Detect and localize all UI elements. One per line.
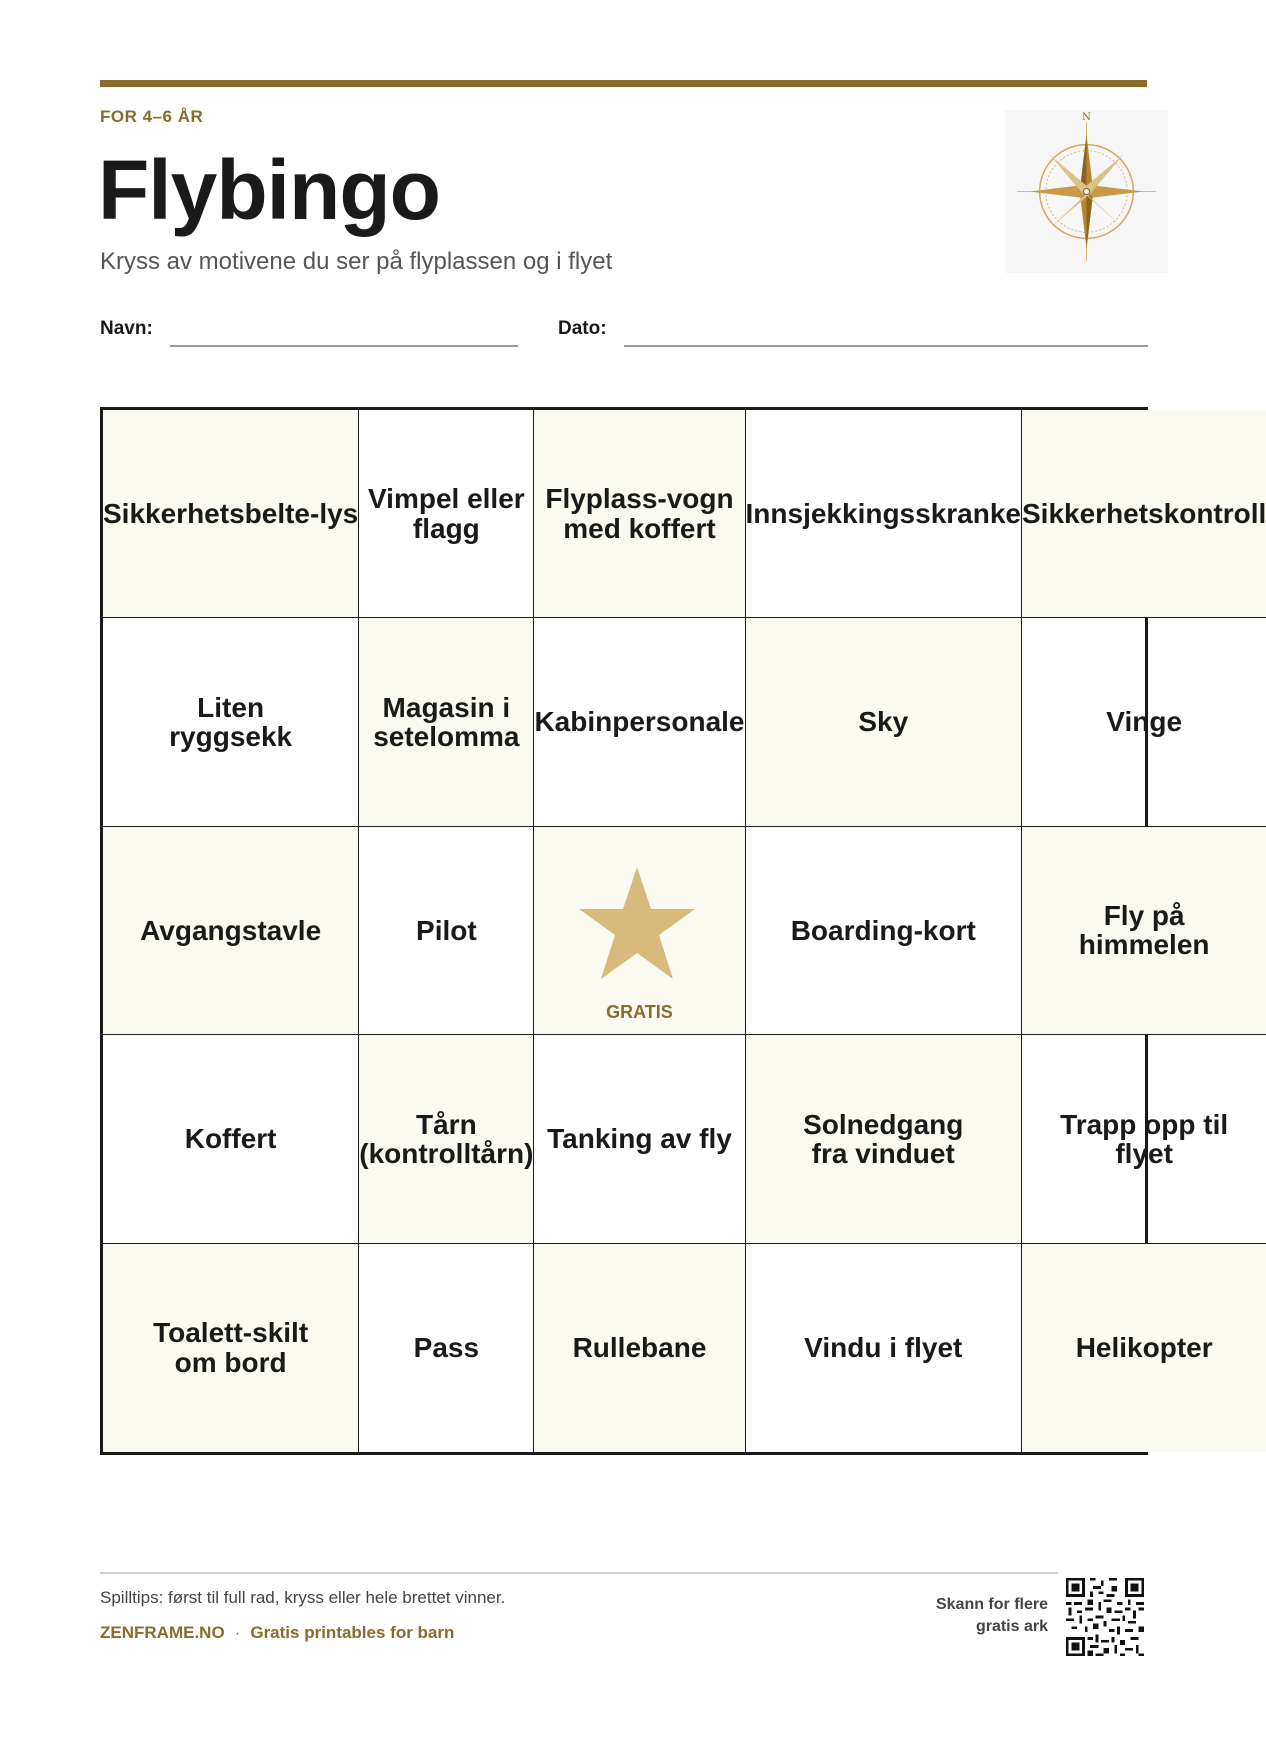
cell-label: Innsjekkingsskranke [745, 498, 1021, 529]
scan-prompt [888, 1594, 1048, 1639]
brand-line [100, 1623, 454, 1643]
cell-label: Magasin i setelomma [373, 691, 520, 753]
bingo-cell[interactable] [359, 410, 534, 618]
page-subtitle: Kryss av motivene du ser på flyplassen og i flyet [100, 248, 613, 275]
bingo-cell[interactable] [103, 827, 359, 1035]
name-label: Navn: [100, 318, 153, 339]
cell-label: Tanking av fly [547, 1123, 732, 1155]
cell-label: Flyplass-vogn med koffert [545, 483, 734, 544]
scan-line-1: Skann for flere [935, 1596, 1048, 1613]
age-label: FOR 4–6 ÅR [100, 107, 204, 126]
cell-label: Trapp opp til flyet [1060, 1108, 1229, 1169]
bingo-cell[interactable] [1022, 618, 1266, 826]
cell-label: Koffert [184, 1123, 277, 1155]
brand-separator: · [234, 1623, 241, 1642]
bingo-cell[interactable] [1022, 410, 1266, 618]
bingo-cell[interactable] [746, 618, 1022, 826]
brand-tagline: Gratis printables for barn [250, 1623, 455, 1642]
free-space-label: GRATIS [606, 1001, 673, 1022]
game-tip: Spilltips: først til full rad, kryss eller hele brettet vinner. [100, 1588, 506, 1607]
star-icon [577, 865, 697, 981]
bingo-cell[interactable] [103, 410, 359, 618]
cell-label: Sikkerhetskontroll [1022, 498, 1266, 529]
bingo-cell[interactable] [746, 1035, 1022, 1243]
bingo-cell[interactable] [746, 410, 1022, 618]
cell-label: Vimpel eller flagg [368, 483, 525, 544]
date-label: Dato: [558, 318, 607, 339]
bingo-cell[interactable] [534, 410, 745, 618]
bingo-cell[interactable] [103, 1244, 359, 1452]
cell-label: Kabinpersonale [534, 706, 745, 738]
cell-label: Pilot [416, 914, 477, 946]
scan-line-2: gratis ark [975, 1618, 1048, 1636]
bingo-cell[interactable] [103, 1035, 359, 1243]
brand-link[interactable]: ZENFRAME.NO [100, 1623, 225, 1642]
bingo-cell[interactable] [1022, 827, 1266, 1035]
cell-label: Vinge [1106, 706, 1183, 738]
bingo-cell[interactable] [534, 1244, 745, 1452]
bingo-cell[interactable] [746, 827, 1022, 1035]
bingo-cell[interactable] [359, 1035, 534, 1243]
bingo-cell[interactable] [359, 618, 534, 826]
bingo-cell[interactable] [746, 1244, 1022, 1452]
cell-label: Boarding-kort [790, 914, 976, 946]
bingo-cell[interactable] [1022, 1244, 1266, 1452]
top-accent-rule [100, 80, 1147, 87]
cell-label: Helikopter [1075, 1332, 1213, 1364]
bingo-cell[interactable] [103, 618, 359, 826]
bingo-cell[interactable] [359, 827, 534, 1035]
page-title: Flybingo [98, 143, 440, 237]
bingo-cell[interactable] [534, 618, 745, 826]
cell-label: Solnedgang fra vinduet [803, 1108, 964, 1169]
cell-label: Tårn (kontrolltårn) [359, 1108, 534, 1169]
cell-label: Sky [858, 706, 909, 738]
svg-text:N: N [1082, 112, 1091, 124]
bingo-cell[interactable] [534, 1035, 745, 1243]
footer-divider [100, 1572, 1058, 1574]
cell-label: Vindu i flyet [804, 1332, 963, 1364]
name-input-line[interactable] [170, 345, 518, 347]
compass-rose-icon [1005, 110, 1168, 273]
cell-label: Fly på himmelen [1078, 900, 1210, 961]
cell-label: Avgangstavle [140, 914, 322, 946]
cell-label: Toalett-skilt om bord [153, 1317, 309, 1378]
cell-label: Liten ryggsekk [169, 691, 293, 753]
cell-label: Sikkerhetsbelte-lys [103, 498, 359, 529]
cell-label: Pass [413, 1332, 480, 1364]
bingo-cell[interactable] [359, 1244, 534, 1452]
date-input-line[interactable] [624, 345, 1148, 347]
free-space-cell[interactable] [534, 827, 745, 1035]
cell-label: Rullebane [572, 1332, 707, 1364]
bingo-board [100, 407, 1266, 1455]
bingo-cell[interactable] [1022, 1035, 1266, 1243]
qr-code-icon[interactable] [1066, 1578, 1144, 1656]
